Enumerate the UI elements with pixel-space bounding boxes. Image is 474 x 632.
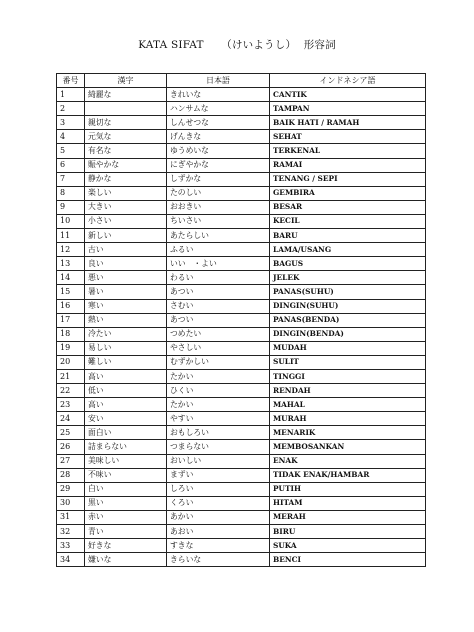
row-indonesian: PANAS(SUHU) bbox=[270, 285, 426, 299]
row-reading: ちいさい bbox=[167, 214, 270, 228]
row-indonesian: BAGUS bbox=[270, 257, 426, 271]
row-kanji: 安い bbox=[85, 412, 167, 426]
row-indonesian: MENARIK bbox=[270, 426, 426, 440]
table-row bbox=[57, 130, 426, 144]
row-kanji: 高い bbox=[85, 398, 167, 412]
row-kanji: 賑やかな bbox=[85, 158, 167, 172]
row-indonesian: MERAH bbox=[270, 510, 426, 524]
row-reading: きらいな bbox=[167, 553, 270, 567]
row-indonesian: BARU bbox=[270, 229, 426, 243]
row-kanji: 楽しい bbox=[85, 186, 167, 200]
table-row bbox=[57, 369, 426, 383]
table-row bbox=[57, 299, 426, 313]
row-number: 16 bbox=[57, 299, 85, 313]
row-reading: たかい bbox=[167, 398, 270, 412]
row-reading: やさしい bbox=[167, 341, 270, 355]
row-reading: すきな bbox=[167, 539, 270, 553]
row-reading: たかい bbox=[167, 369, 270, 383]
row-kanji: 不味い bbox=[85, 468, 167, 482]
row-reading: しずかな bbox=[167, 172, 270, 186]
row-indonesian: KECIL bbox=[270, 214, 426, 228]
row-reading: くろい bbox=[167, 496, 270, 510]
table-row bbox=[57, 200, 426, 214]
row-indonesian: DINGIN(BENDA) bbox=[270, 327, 426, 341]
row-reading: にぎやかな bbox=[167, 158, 270, 172]
row-reading: ひくい bbox=[167, 384, 270, 398]
row-number: 34 bbox=[57, 553, 85, 567]
row-indonesian: TIDAK ENAK/HAMBAR bbox=[270, 468, 426, 482]
row-indonesian: CANTIK bbox=[270, 88, 426, 102]
table-row bbox=[57, 144, 426, 158]
row-kanji: 寒い bbox=[85, 299, 167, 313]
table-header-row bbox=[57, 74, 426, 88]
row-reading: しろい bbox=[167, 482, 270, 496]
table-row bbox=[57, 510, 426, 524]
table-row bbox=[57, 454, 426, 468]
row-number: 17 bbox=[57, 313, 85, 327]
row-kanji: 綺麗な bbox=[85, 88, 167, 102]
title-kana: （けいようし） bbox=[221, 39, 297, 51]
row-reading: おいしい bbox=[167, 454, 270, 468]
table-row bbox=[57, 327, 426, 341]
row-kanji: 良い bbox=[85, 257, 167, 271]
row-kanji: 美味しい bbox=[85, 454, 167, 468]
row-number: 33 bbox=[57, 539, 85, 553]
row-reading: ゆうめいな bbox=[167, 144, 270, 158]
vocabulary-table bbox=[56, 73, 426, 567]
row-kanji: 古い bbox=[85, 243, 167, 257]
row-kanji: 元気な bbox=[85, 130, 167, 144]
row-indonesian: BAIK HATI / RAMAH bbox=[270, 116, 426, 130]
row-number: 14 bbox=[57, 271, 85, 285]
row-kanji: 大きい bbox=[85, 200, 167, 214]
row-number: 12 bbox=[57, 243, 85, 257]
row-reading: げんきな bbox=[167, 130, 270, 144]
row-number: 3 bbox=[57, 116, 85, 130]
row-reading: あたらしい bbox=[167, 229, 270, 243]
row-number: 13 bbox=[57, 257, 85, 271]
row-indonesian: RENDAH bbox=[270, 384, 426, 398]
row-indonesian: SEHAT bbox=[270, 130, 426, 144]
table-row bbox=[57, 398, 426, 412]
header-number: 番号 bbox=[57, 74, 85, 88]
row-number: 29 bbox=[57, 482, 85, 496]
row-indonesian: ENAK bbox=[270, 454, 426, 468]
row-reading: やすい bbox=[167, 412, 270, 426]
row-kanji: 黒い bbox=[85, 496, 167, 510]
table-row bbox=[57, 482, 426, 496]
row-kanji: 白い bbox=[85, 482, 167, 496]
table-body bbox=[57, 88, 426, 567]
row-indonesian: SULIT bbox=[270, 355, 426, 369]
row-kanji: 静かな bbox=[85, 172, 167, 186]
row-kanji: 好きな bbox=[85, 539, 167, 553]
row-number: 31 bbox=[57, 510, 85, 524]
table-row bbox=[57, 313, 426, 327]
row-kanji: 悪い bbox=[85, 271, 167, 285]
table-row bbox=[57, 496, 426, 510]
table-row bbox=[57, 172, 426, 186]
row-number: 27 bbox=[57, 454, 85, 468]
row-reading: きれいな bbox=[167, 88, 270, 102]
row-number: 10 bbox=[57, 214, 85, 228]
row-indonesian: LAMA/USANG bbox=[270, 243, 426, 257]
table-row bbox=[57, 412, 426, 426]
header-indonesian: インドネシア語 bbox=[270, 74, 426, 88]
row-indonesian: PANAS(BENDA) bbox=[270, 313, 426, 327]
row-indonesian: MEMBOSANKAN bbox=[270, 440, 426, 454]
row-number: 2 bbox=[57, 102, 85, 116]
row-kanji: 難しい bbox=[85, 355, 167, 369]
row-number: 24 bbox=[57, 412, 85, 426]
table-row bbox=[57, 88, 426, 102]
row-kanji: 有名な bbox=[85, 144, 167, 158]
row-kanji: 青い bbox=[85, 525, 167, 539]
row-number: 18 bbox=[57, 327, 85, 341]
row-kanji: 冷たい bbox=[85, 327, 167, 341]
table-row bbox=[57, 440, 426, 454]
row-kanji: 赤い bbox=[85, 510, 167, 524]
row-reading: いい ・よい bbox=[167, 257, 270, 271]
row-kanji: 親切な bbox=[85, 116, 167, 130]
row-kanji: 新しい bbox=[85, 229, 167, 243]
row-number: 6 bbox=[57, 158, 85, 172]
row-reading: あおい bbox=[167, 525, 270, 539]
row-indonesian: BESAR bbox=[270, 200, 426, 214]
table-row bbox=[57, 186, 426, 200]
row-indonesian: MAHAL bbox=[270, 398, 426, 412]
table-row bbox=[57, 229, 426, 243]
table-row bbox=[57, 285, 426, 299]
row-indonesian: TENANG / SEPI bbox=[270, 172, 426, 186]
row-kanji: 低い bbox=[85, 384, 167, 398]
row-kanji: 詰まらない bbox=[85, 440, 167, 454]
row-number: 20 bbox=[57, 355, 85, 369]
row-indonesian: BIRU bbox=[270, 525, 426, 539]
row-indonesian: GEMBIRA bbox=[270, 186, 426, 200]
row-indonesian: MUDAH bbox=[270, 341, 426, 355]
row-number: 9 bbox=[57, 200, 85, 214]
row-number: 1 bbox=[57, 88, 85, 102]
row-indonesian: JELEK bbox=[270, 271, 426, 285]
row-indonesian: MURAH bbox=[270, 412, 426, 426]
row-indonesian: BENCI bbox=[270, 553, 426, 567]
table-row bbox=[57, 384, 426, 398]
row-reading: ハンサムな bbox=[167, 102, 270, 116]
row-kanji: 易しい bbox=[85, 341, 167, 355]
row-kanji: 熱い bbox=[85, 313, 167, 327]
row-kanji bbox=[85, 102, 167, 116]
row-reading: あつい bbox=[167, 285, 270, 299]
row-reading: まずい bbox=[167, 468, 270, 482]
table-row bbox=[57, 257, 426, 271]
table-row bbox=[57, 214, 426, 228]
row-kanji: 嫌いな bbox=[85, 553, 167, 567]
row-number: 4 bbox=[57, 130, 85, 144]
table-row bbox=[57, 158, 426, 172]
header-kanji: 漢字 bbox=[85, 74, 167, 88]
row-number: 19 bbox=[57, 341, 85, 355]
row-indonesian: HITAM bbox=[270, 496, 426, 510]
table-row bbox=[57, 525, 426, 539]
row-indonesian: TINGGI bbox=[270, 369, 426, 383]
title-kanji: 形容詞 bbox=[303, 39, 336, 51]
row-reading: ふるい bbox=[167, 243, 270, 257]
table-row bbox=[57, 355, 426, 369]
row-number: 11 bbox=[57, 229, 85, 243]
row-number: 32 bbox=[57, 525, 85, 539]
row-indonesian: RAMAI bbox=[270, 158, 426, 172]
header-japanese: 日本語 bbox=[167, 74, 270, 88]
row-number: 25 bbox=[57, 426, 85, 440]
row-kanji: 暑い bbox=[85, 285, 167, 299]
row-number: 21 bbox=[57, 369, 85, 383]
row-reading: さむい bbox=[167, 299, 270, 313]
row-number: 23 bbox=[57, 398, 85, 412]
row-reading: つまらない bbox=[167, 440, 270, 454]
row-indonesian: PUTIH bbox=[270, 482, 426, 496]
row-number: 15 bbox=[57, 285, 85, 299]
table-row bbox=[57, 553, 426, 567]
row-number: 7 bbox=[57, 172, 85, 186]
row-number: 28 bbox=[57, 468, 85, 482]
row-reading: おもしろい bbox=[167, 426, 270, 440]
row-indonesian: SUKA bbox=[270, 539, 426, 553]
row-number: 8 bbox=[57, 186, 85, 200]
row-reading: しんせつな bbox=[167, 116, 270, 130]
table-row bbox=[57, 116, 426, 130]
table-row bbox=[57, 426, 426, 440]
row-number: 22 bbox=[57, 384, 85, 398]
row-indonesian: TAMPAN bbox=[270, 102, 426, 116]
table-row bbox=[57, 102, 426, 116]
row-reading: わるい bbox=[167, 271, 270, 285]
row-number: 5 bbox=[57, 144, 85, 158]
row-number: 26 bbox=[57, 440, 85, 454]
table-row bbox=[57, 271, 426, 285]
page-title bbox=[0, 37, 474, 52]
row-reading: あかい bbox=[167, 510, 270, 524]
title-latin: KATA SIFAT bbox=[138, 39, 204, 51]
row-reading: むずかしい bbox=[167, 355, 270, 369]
row-reading: おおきい bbox=[167, 200, 270, 214]
table-row bbox=[57, 539, 426, 553]
table-row bbox=[57, 468, 426, 482]
table-row bbox=[57, 341, 426, 355]
row-reading: あつい bbox=[167, 313, 270, 327]
row-reading: つめたい bbox=[167, 327, 270, 341]
table-row bbox=[57, 243, 426, 257]
row-kanji: 高い bbox=[85, 369, 167, 383]
row-kanji: 小さい bbox=[85, 214, 167, 228]
row-number: 30 bbox=[57, 496, 85, 510]
row-indonesian: DINGIN(SUHU) bbox=[270, 299, 426, 313]
row-reading: たのしい bbox=[167, 186, 270, 200]
row-kanji: 面白い bbox=[85, 426, 167, 440]
row-indonesian: TERKENAL bbox=[270, 144, 426, 158]
